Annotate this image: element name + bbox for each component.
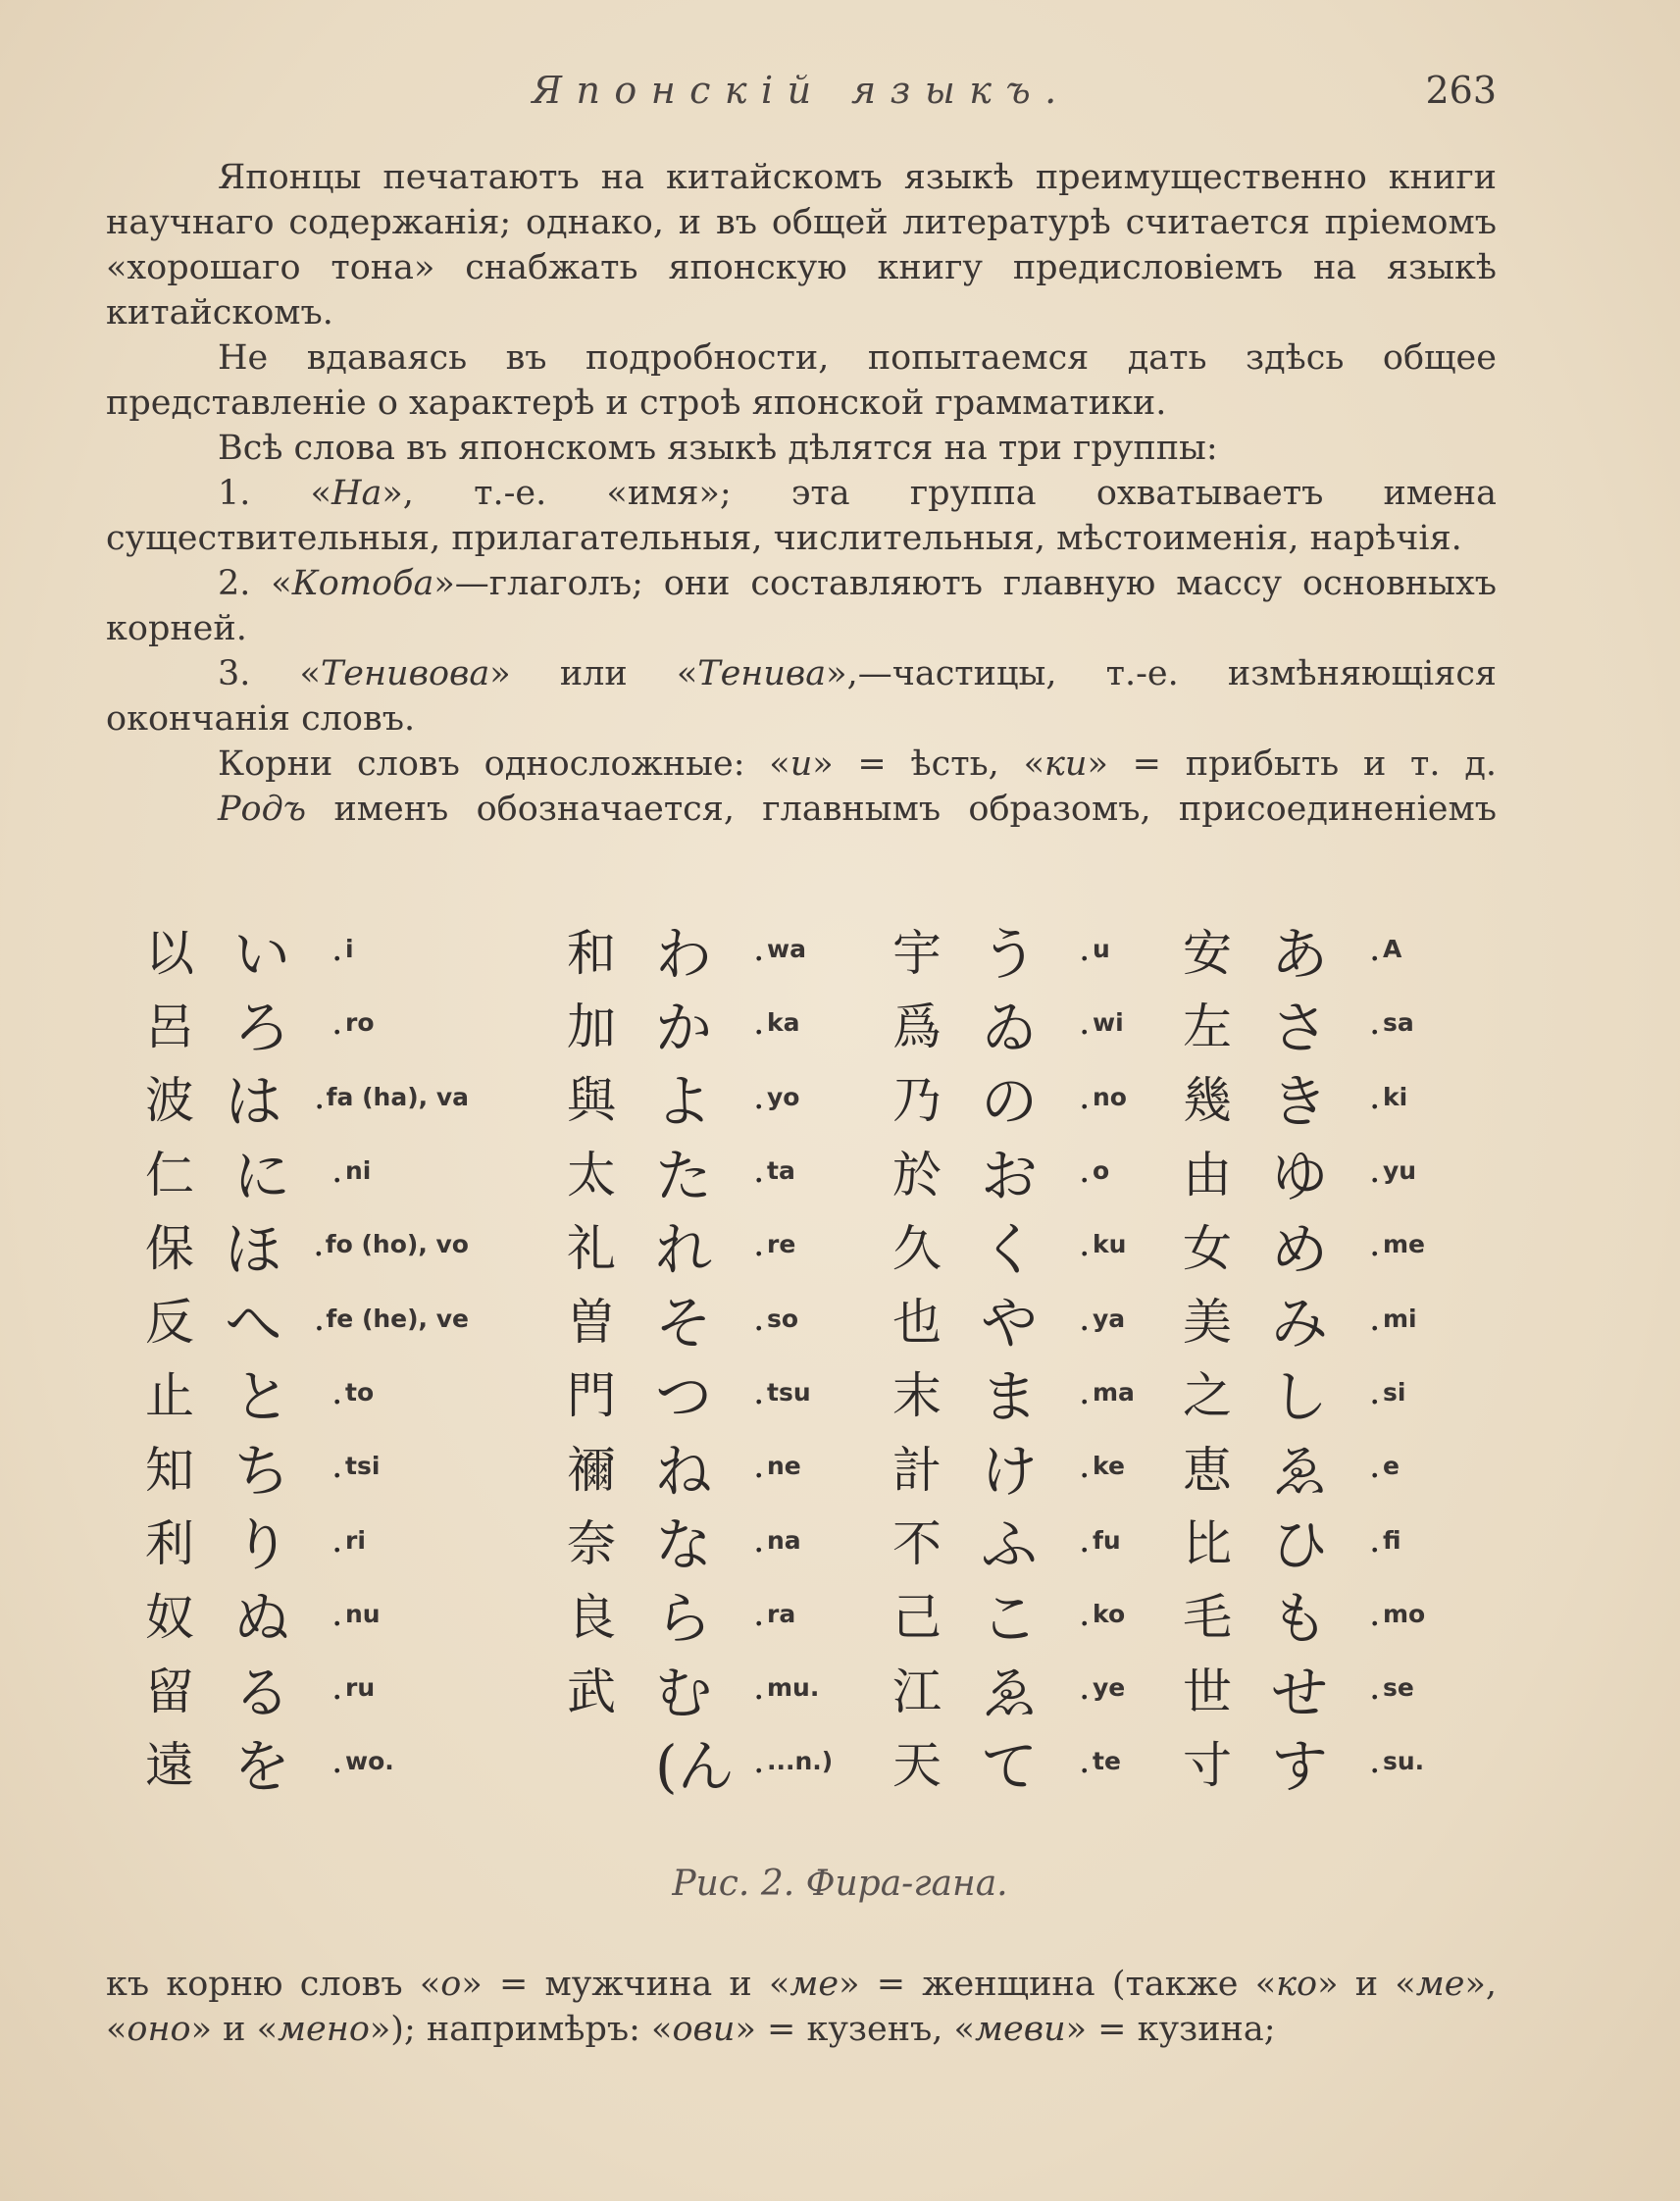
source-kanji: 保	[145, 1219, 194, 1277]
text-span: » = ѣсть, «	[812, 744, 1044, 784]
kana-row	[892, 912, 1216, 986]
italic-term: и	[789, 744, 813, 784]
separator-dot: .	[313, 1076, 326, 1117]
text-span: » = женщина (также «	[839, 1965, 1277, 2004]
source-kanji: 門	[567, 1367, 616, 1425]
source-kanji: 安	[1183, 924, 1232, 982]
source-kanji: 爲	[892, 998, 942, 1055]
romanization: ra	[767, 1599, 796, 1628]
romanization: re	[767, 1230, 796, 1259]
kana-row	[892, 986, 1216, 1059]
romanization: wa	[767, 935, 806, 964]
kana-row	[1183, 986, 1506, 1059]
source-kanji: 止	[145, 1367, 194, 1425]
hiragana-glyph: め	[1271, 1215, 1329, 1283]
hiragana-glyph: き	[1271, 1068, 1329, 1136]
romanization: i	[345, 935, 354, 964]
source-kanji: 於	[892, 1146, 942, 1203]
separator-dot: .	[1079, 1667, 1091, 1709]
text-span: »—глаголъ; они составляютъ главную массу основныхъ корней.	[106, 564, 1497, 648]
hiragana-glyph: か	[655, 994, 713, 1061]
italic-term: ме	[789, 1965, 840, 2004]
romanization: si	[1383, 1377, 1406, 1407]
hiragana-glyph: ひ	[1271, 1511, 1329, 1579]
romanization: ki	[1383, 1082, 1408, 1111]
hiragana-glyph: あ	[1271, 920, 1329, 988]
source-kanji: 寸	[1183, 1736, 1232, 1794]
source-kanji: 比	[1183, 1515, 1232, 1573]
separator-dot: .	[1079, 1519, 1091, 1561]
hiragana-glyph: を	[233, 1732, 291, 1800]
hiragana-glyph: る	[233, 1659, 291, 1726]
romanization: te	[1093, 1747, 1121, 1776]
separator-dot: .	[753, 1741, 765, 1782]
hiragana-glyph: こ	[981, 1585, 1039, 1653]
romanization: A	[1383, 935, 1402, 964]
kana-row	[1183, 1503, 1506, 1579]
separator-dot: .	[1079, 1593, 1091, 1634]
romanization: sa	[1383, 1008, 1414, 1038]
separator-dot: .	[331, 1002, 343, 1044]
source-kanji: 遠	[145, 1736, 194, 1794]
hiragana-glyph: へ	[225, 1290, 282, 1357]
figure-column-1	[145, 912, 469, 1799]
romanization: ri	[345, 1525, 366, 1555]
kana-row	[1183, 1577, 1506, 1651]
hiragana-glyph: う	[981, 920, 1039, 988]
kana-row	[1183, 1060, 1506, 1134]
source-kanji: 以	[145, 924, 194, 982]
romanization: ko	[1093, 1599, 1126, 1628]
hiragana-glyph: わ	[655, 920, 713, 988]
paragraph-7	[106, 742, 1497, 787]
source-kanji: 留	[145, 1663, 194, 1720]
paragraph-1: Японцы печатаютъ на китайскомъ языкѣ преимущественно книги научнаго содержанія; однако, и въ общей литературѣ считается пріемомъ «хорошаго тона» снабжать японскую книгу предисловіемъ на языкѣ китайскомъ.	[106, 158, 1497, 333]
source-kanji: 與	[567, 1072, 616, 1130]
separator-dot: .	[1079, 1371, 1091, 1412]
source-kanji: 左	[1183, 998, 1232, 1055]
source-kanji: 良	[567, 1589, 616, 1647]
romanization: ke	[1093, 1452, 1125, 1481]
continuation-text	[106, 1962, 1497, 2052]
kana-row	[1183, 1281, 1506, 1355]
separator-dot: .	[1369, 1151, 1381, 1192]
hiragana-glyph: ね	[655, 1437, 713, 1505]
separator-dot: .	[1079, 1076, 1091, 1117]
text-span: » и «	[190, 2010, 279, 2049]
text-span: именъ обозначается, главнымъ образомъ, присоединеніемъ	[306, 790, 1497, 829]
separator-dot: .	[1079, 1224, 1091, 1265]
romanization: fe (he), ve	[326, 1304, 469, 1333]
source-kanji: 禰	[567, 1441, 616, 1499]
source-kanji: 知	[145, 1441, 194, 1499]
italic-term: На	[331, 474, 382, 513]
italic-term: Тенива	[697, 654, 827, 693]
separator-dot: .	[1369, 1741, 1381, 1782]
hiragana-glyph: や	[981, 1290, 1039, 1357]
romanization: fo (ho), vo	[325, 1230, 469, 1259]
separator-dot: .	[331, 1371, 343, 1412]
separator-dot: .	[1369, 1298, 1381, 1339]
romanization: ta	[767, 1156, 795, 1186]
romanization: ma	[1093, 1377, 1135, 1407]
kana-row	[567, 1134, 891, 1207]
text-span: » = кузина;	[1065, 2010, 1276, 2049]
hiragana-glyph: ら	[655, 1585, 713, 1653]
text-span: », т.-е. «имя»; эта группа охватываетъ имена существительныя, прилагательныя, числительныя, мѣстоименія, нарѣчія.	[106, 474, 1497, 558]
separator-dot: .	[1079, 929, 1091, 970]
kana-row	[1183, 1207, 1506, 1281]
hiragana-glyph: れ	[655, 1215, 713, 1283]
separator-dot: .	[1369, 1371, 1381, 1412]
romanization: ro	[345, 1008, 375, 1038]
separator-dot: .	[753, 1002, 765, 1044]
romanization: fi	[1383, 1525, 1401, 1555]
kana-row	[1183, 1429, 1506, 1503]
text-span: » или «	[489, 654, 698, 693]
hiragana-glyph: く	[981, 1215, 1039, 1283]
separator-dot: .	[1079, 1298, 1091, 1339]
kana-row	[1183, 1134, 1506, 1207]
hiragana-glyph: み	[1271, 1290, 1329, 1357]
source-kanji: 美	[1183, 1294, 1232, 1352]
kana-row	[567, 1429, 891, 1503]
figure-column-3	[892, 912, 1216, 1799]
figure-caption: Рис. 2. Фира-гана.	[672, 1864, 1008, 1904]
text-span: 1. «	[218, 474, 331, 513]
kana-row	[145, 1281, 469, 1355]
romanization: fa (ha), va	[326, 1082, 469, 1111]
hiragana-glyph: (ん	[655, 1732, 735, 1800]
romanization: ku	[1093, 1230, 1127, 1259]
source-kanji: 呂	[145, 998, 194, 1055]
source-kanji: 反	[145, 1294, 194, 1352]
romanization: tsu	[767, 1377, 811, 1407]
romanization: mi	[1383, 1304, 1417, 1333]
separator-dot: .	[331, 1151, 343, 1192]
separator-dot: .	[331, 1667, 343, 1709]
italic-term: Тенивова	[320, 654, 490, 693]
hiragana-glyph: と	[233, 1363, 291, 1431]
kana-row	[145, 986, 469, 1059]
figure-column-4	[1183, 912, 1506, 1799]
separator-dot: .	[1369, 1446, 1381, 1487]
hiragana-glyph: の	[981, 1068, 1039, 1136]
kana-row	[892, 1356, 1216, 1429]
kana-row	[892, 1429, 1216, 1503]
text-span: Корни словъ односложные: «	[218, 744, 790, 784]
source-kanji: 仁	[145, 1146, 194, 1203]
source-kanji: 太	[567, 1146, 616, 1203]
italic-term: Котоба	[291, 564, 434, 603]
source-kanji: 也	[892, 1294, 942, 1352]
hiragana-glyph: ま	[981, 1363, 1039, 1431]
hiragana-glyph: ふ	[981, 1511, 1039, 1579]
hiragana-glyph: む	[655, 1659, 713, 1726]
hiragana-glyph: す	[1271, 1732, 1329, 1800]
kana-row	[567, 1724, 891, 1798]
text-span: къ корню словъ «	[106, 1965, 441, 2004]
source-kanji: 計	[892, 1441, 942, 1499]
separator-dot: .	[331, 1446, 343, 1487]
separator-dot: .	[753, 1519, 765, 1561]
kana-row	[1183, 912, 1506, 986]
romanization: e	[1383, 1452, 1400, 1481]
text-span: » и «	[1317, 1965, 1416, 2004]
paragraph-4	[106, 471, 1497, 561]
source-kanji: 己	[892, 1589, 942, 1647]
kana-row	[1183, 1724, 1506, 1798]
romanization: ...n.)	[767, 1747, 834, 1776]
source-kanji: 奴	[145, 1589, 194, 1647]
italic-term: Родъ	[218, 790, 307, 829]
hiragana-glyph: そ	[655, 1290, 713, 1357]
italic-term: ки	[1044, 744, 1088, 784]
separator-dot: .	[753, 929, 765, 970]
romanization: ye	[1093, 1673, 1126, 1703]
paragraph-9	[106, 1962, 1497, 2052]
italic-term: ме	[1415, 1965, 1465, 2004]
romanization: fu	[1093, 1525, 1121, 1555]
source-kanji: 利	[145, 1515, 194, 1573]
kana-row	[145, 1356, 469, 1429]
separator-dot: .	[313, 1298, 326, 1339]
kana-row	[145, 1429, 469, 1503]
romanization: na	[767, 1525, 801, 1555]
hiragana-glyph: た	[655, 1142, 713, 1209]
romanization: no	[1093, 1082, 1127, 1111]
hiragana-glyph: け	[981, 1437, 1039, 1505]
hiragana-glyph: ち	[233, 1437, 291, 1505]
source-kanji: 世	[1183, 1663, 1232, 1720]
source-kanji: 恵	[1183, 1441, 1232, 1499]
paragraph-2: Не вдаваясь въ подробности, попытаемся дать здѣсь общее представленіе о характерѣ и строѣ японской грамматики.	[106, 338, 1497, 423]
hiragana-glyph: せ	[1271, 1659, 1329, 1726]
separator-dot: .	[1369, 1593, 1381, 1634]
separator-dot: .	[1369, 1002, 1381, 1044]
italic-term: ко	[1276, 1965, 1318, 2004]
kana-row	[145, 1724, 469, 1798]
separator-dot: .	[1369, 1224, 1381, 1265]
romanization: ne	[767, 1452, 801, 1481]
hiragana-glyph: ゆ	[1271, 1142, 1329, 1209]
paragraph-6	[106, 651, 1497, 742]
separator-dot: .	[753, 1224, 765, 1265]
source-kanji: 礼	[567, 1219, 616, 1277]
source-kanji: 武	[567, 1663, 616, 1720]
source-kanji: 江	[892, 1663, 942, 1720]
page-header	[106, 67, 1497, 126]
paragraph-8	[106, 787, 1497, 832]
italic-term: меви	[974, 2010, 1066, 2049]
romanization: ru	[345, 1673, 376, 1703]
source-kanji: 波	[145, 1072, 194, 1130]
hiragana-glyph: て	[981, 1732, 1039, 1800]
hiragana-glyph: な	[655, 1511, 713, 1579]
separator-dot: .	[753, 1667, 765, 1709]
running-title: Японскій языкъ.	[532, 69, 1071, 112]
paragraph-5	[106, 561, 1497, 651]
romanization: so	[767, 1304, 799, 1333]
separator-dot: .	[1079, 1151, 1091, 1192]
romanization: wi	[1093, 1008, 1124, 1038]
romanization: yo	[767, 1082, 800, 1111]
romanization: wo.	[345, 1747, 394, 1776]
romanization: nu	[345, 1599, 381, 1628]
separator-dot: .	[1369, 1667, 1381, 1709]
kana-row	[145, 1060, 469, 1134]
source-kanji: 乃	[892, 1072, 942, 1130]
kana-row	[892, 1134, 1216, 1207]
kana-row	[567, 1503, 891, 1579]
separator-dot: .	[1369, 1076, 1381, 1117]
kana-row	[892, 1577, 1216, 1651]
romanization: yu	[1383, 1156, 1417, 1186]
romanization: ka	[767, 1008, 800, 1038]
hiragana-figure	[145, 912, 1499, 1815]
source-kanji: 毛	[1183, 1589, 1232, 1647]
kana-row	[892, 1060, 1216, 1134]
kana-row	[1183, 1651, 1506, 1724]
hiragana-glyph: ぬ	[233, 1585, 291, 1653]
kana-row	[892, 1281, 1216, 1355]
separator-dot: .	[1079, 1446, 1091, 1487]
romanization: o	[1093, 1156, 1110, 1186]
text-span: », «	[106, 1965, 1498, 2049]
source-kanji: 和	[567, 924, 616, 982]
hiragana-glyph: は	[225, 1068, 282, 1136]
separator-dot: .	[331, 1519, 343, 1561]
text-span: 3. «	[218, 654, 321, 693]
figure-column-2	[567, 912, 891, 1799]
source-kanji: 之	[1183, 1367, 1232, 1425]
romanization: me	[1383, 1230, 1426, 1259]
paragraph-3: Всѣ слова въ японскомъ языкѣ дѣлятся на три группы:	[218, 429, 1218, 468]
source-kanji: 加	[567, 998, 616, 1055]
source-kanji: 久	[892, 1219, 942, 1277]
italic-term: оно	[127, 2010, 191, 2049]
kana-row	[145, 912, 469, 986]
text-span: »); напримѣръ: «	[369, 2010, 673, 2049]
text-span: » = кузенъ, «	[735, 2010, 975, 2049]
kana-row	[892, 1503, 1216, 1579]
hiragana-glyph: も	[1271, 1585, 1329, 1653]
hiragana-glyph: お	[981, 1142, 1039, 1209]
kana-row	[892, 1207, 1216, 1281]
hiragana-glyph: さ	[1271, 994, 1329, 1061]
romanization: mo	[1383, 1599, 1426, 1628]
separator-dot: .	[1079, 1741, 1091, 1782]
hiragana-glyph: よ	[655, 1068, 713, 1136]
separator-dot: .	[331, 1741, 343, 1782]
italic-term: о	[440, 1965, 462, 2004]
separator-dot: .	[313, 1224, 325, 1265]
page-number: 263	[1425, 69, 1497, 112]
text-span: » = мужчина и «	[461, 1965, 790, 2004]
kana-row	[145, 1577, 469, 1651]
kana-row	[567, 912, 891, 986]
hiragana-glyph: い	[233, 920, 291, 988]
kana-row	[567, 1060, 891, 1134]
source-kanji: 幾	[1183, 1072, 1232, 1130]
source-kanji: 曽	[567, 1294, 616, 1352]
text-span: 2. «	[218, 564, 292, 603]
source-kanji: 宇	[892, 924, 942, 982]
hiragana-glyph: し	[1271, 1363, 1329, 1431]
source-kanji: 天	[892, 1736, 942, 1794]
romanization: u	[1093, 935, 1110, 964]
separator-dot: .	[753, 1151, 765, 1192]
source-kanji: 末	[892, 1367, 942, 1425]
hiragana-glyph: ゐ	[981, 994, 1039, 1061]
hiragana-glyph: ろ	[233, 994, 291, 1061]
source-kanji: 女	[1183, 1219, 1232, 1277]
separator-dot: .	[753, 1446, 765, 1487]
hiragana-glyph: ゑ	[1271, 1437, 1329, 1505]
romanization: ni	[345, 1156, 372, 1186]
romanization: ya	[1093, 1304, 1126, 1333]
separator-dot: .	[753, 1371, 765, 1412]
separator-dot: .	[331, 1593, 343, 1634]
source-kanji: 奈	[567, 1515, 616, 1573]
separator-dot: .	[753, 1076, 765, 1117]
romanization: to	[345, 1377, 375, 1407]
kana-row	[567, 1207, 891, 1281]
italic-term: ови	[672, 2010, 736, 2049]
kana-row	[145, 1134, 469, 1207]
kana-row	[145, 1503, 469, 1579]
hiragana-glyph: つ	[655, 1363, 713, 1431]
kana-row	[567, 986, 891, 1059]
separator-dot: .	[1369, 1519, 1381, 1561]
kana-row	[1183, 1356, 1506, 1429]
kana-row	[145, 1207, 469, 1281]
kana-row	[567, 1356, 891, 1429]
kana-row	[892, 1724, 1216, 1798]
hiragana-glyph: ゑ	[981, 1659, 1039, 1726]
romanization: su.	[1383, 1747, 1425, 1776]
romanization: tsi	[345, 1452, 381, 1481]
kana-row	[145, 1651, 469, 1724]
body-text	[106, 155, 1497, 832]
hiragana-glyph: に	[233, 1142, 291, 1209]
hiragana-glyph: ほ	[225, 1215, 282, 1283]
source-kanji: 不	[892, 1515, 942, 1573]
romanization: mu.	[767, 1673, 820, 1703]
text-span: »,—частицы, т.-е. измѣняющіяся окончанія словъ.	[106, 654, 1498, 739]
separator-dot: .	[1369, 929, 1381, 970]
source-kanji: 由	[1183, 1146, 1232, 1203]
separator-dot: .	[753, 1298, 765, 1339]
text-span: » = прибыть и т. д.	[1087, 744, 1498, 784]
romanization: se	[1383, 1673, 1414, 1703]
kana-row	[567, 1281, 891, 1355]
separator-dot: .	[1079, 1002, 1091, 1044]
kana-row	[567, 1651, 891, 1724]
kana-row	[892, 1651, 1216, 1724]
separator-dot: .	[753, 1593, 765, 1634]
separator-dot: .	[331, 929, 343, 970]
hiragana-glyph: り	[233, 1511, 291, 1579]
kana-row	[567, 1577, 891, 1651]
italic-term: мено	[278, 2010, 370, 2049]
